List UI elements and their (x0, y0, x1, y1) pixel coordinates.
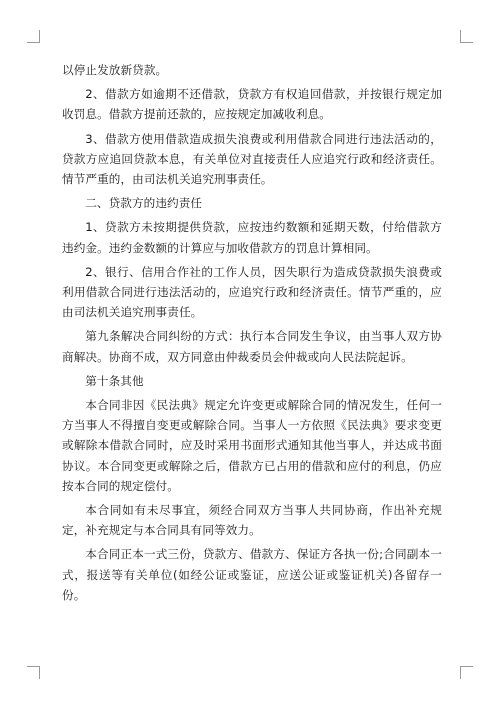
crop-mark-top-right (460, 30, 473, 43)
paragraph: 第九条解决合同纠纷的方式：执行本合同发生争议，由当事人双方协商解决。协商不成，双方同意由仲裁委员会仲裁或向人民法院起诉。 (62, 329, 442, 364)
paragraph: 3、借款方使用借款造成损失浪费或利用借款合同进行违法活动的，贷款方应追回贷款本息，有关单位对直接责任人应追究行政和经济责任。情节严重的，由司法机关追究刑事责任。 (62, 131, 442, 187)
paragraph: 本合同如有未尽事宜，须经合同双方当事人共同协商，作出补充规定，补充规定与本合同具有同等效力。 (62, 503, 442, 538)
paragraph: 以停止发放新贷款。 (62, 63, 168, 77)
paragraph: 1、贷款方未按期提供贷款，应按违约数额和延期天数，付给借款方违约金。违约金数额的计算应与加收借款方的罚息计算相同。 (62, 220, 442, 255)
document-body (62, 60, 442, 609)
section-heading: 第十条其他 (85, 373, 144, 388)
paragraph: 本合同非因《民法典》规定允许变更或解除合同的情况发生，任何一方当事人不得擅自变更或解除合同。当事人一方依照《民法典》要求变更或解除本借款合同时，应及时采用书面形式通知其他当事人，并达成书面协议。本合同变更或解除之后，借款方已占用的借款和应付的利息，仍应按本合同的规定偿付。 (62, 398, 442, 493)
paragraph: 2、借款方如逾期不还借款，贷款方有权追回借款，并按银行规定加收罚息。借款方提前还款的，应按规定加减收利息。 (62, 87, 442, 122)
crop-mark-bottom-left (27, 666, 40, 679)
crop-mark-bottom-right (460, 666, 473, 679)
crop-mark-top-left (27, 30, 40, 43)
section-heading: 二、贷款方的违约责任 (85, 196, 203, 211)
paragraph: 2、银行、信用合作社的工作人员，因失职行为造成贷款损失浪费或利用借款合同进行违法活动的，应追究行政和经济责任。情节严重的，应由司法机关追究刑事责任。 (62, 264, 442, 320)
paragraph: 本合同正本一式三份，贷款方、借款方、保证方各执一份;合同副本一式，报送等有关单位(如经公证或鉴证，应送公证或鉴证机关)各留存一份。 (62, 547, 442, 602)
